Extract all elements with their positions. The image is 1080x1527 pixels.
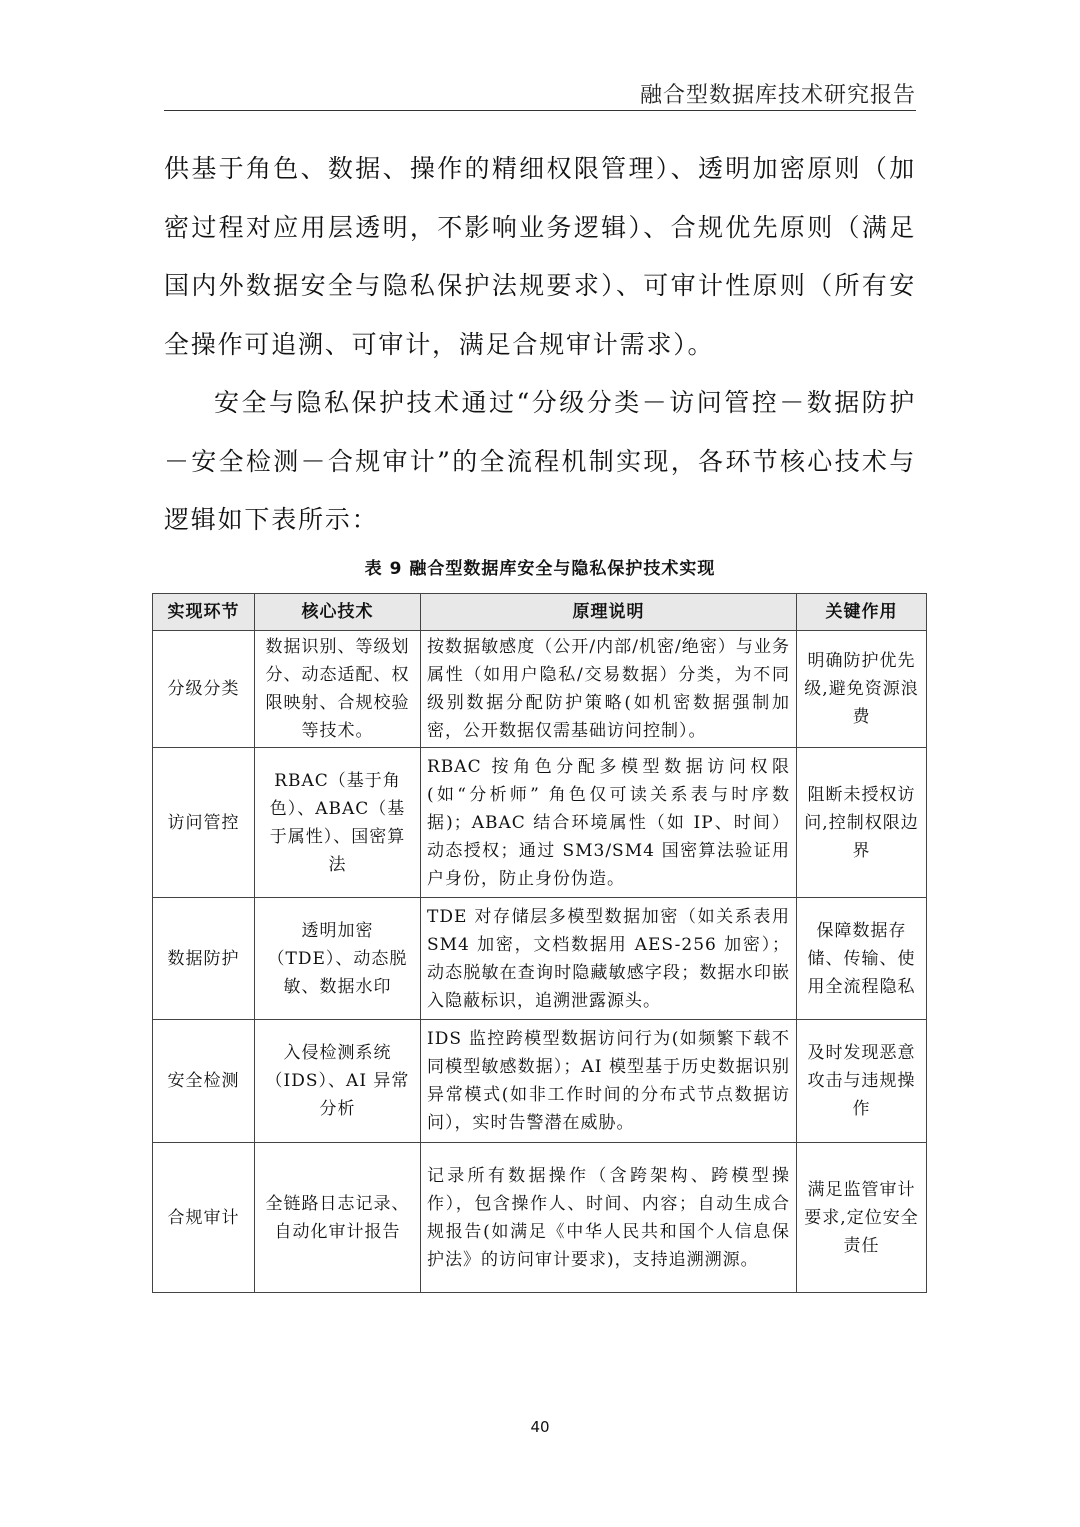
column-header: 原理说明 xyxy=(421,594,797,631)
stage-cell: 分级分类 xyxy=(153,631,255,748)
security-technology-table xyxy=(152,593,927,1293)
table-row xyxy=(153,748,927,898)
page-number: 40 xyxy=(530,1418,550,1436)
stage-cell: 合规审计 xyxy=(153,1143,255,1293)
table-header-row xyxy=(153,594,927,631)
table-row xyxy=(153,898,927,1020)
tech-cell: 数据识别、等级划分、动态适配、权限映射、合规校验等技术。 xyxy=(255,631,421,748)
tech-cell: 透明加密（TDE）、动态脱敏、数据水印 xyxy=(255,898,421,1020)
stage-cell: 访问管控 xyxy=(153,748,255,898)
table-caption: 表 9 融合型数据库安全与隐私保护技术实现 xyxy=(364,559,716,579)
tech-cell: 入侵检测系统（IDS）、AI 异常分析 xyxy=(255,1020,421,1143)
body-paragraph: 供基于角色、数据、操作的精细权限管理）、透明加密原则（加密过程对应用层透明，不影响业务逻辑）、合规优先原则（满足国内外数据安全与隐私保护法规要求）、可审计性原则（所有安全操作可追溯、可审计，满足合规审计需求）。 xyxy=(164,154,916,359)
page-header xyxy=(164,78,916,111)
table-row xyxy=(153,1020,927,1143)
principle-cell: 按数据敏感度（公开/内部/机密/绝密）与业务属性（如用户隐私/交易数据）分类，为不同级别数据分配防护策略(如机密数据强制加密，公开数据仅需基础访问控制）。 xyxy=(421,631,797,748)
role-cell: 及时发现恶意攻击与违规操作 xyxy=(797,1020,927,1143)
column-header: 关键作用 xyxy=(797,594,927,631)
body-paragraph: 安全与隐私保护技术通过“分级分类－访问管控－数据防护－安全检测－合规审计”的全流程机制实现，各环节核心技术与逻辑如下表所示： xyxy=(164,388,916,534)
role-cell: 明确防护优先级,避免资源浪费 xyxy=(797,631,927,748)
principle-cell: 记录所有数据操作（含跨架构、跨模型操作），包含操作人、时间、内容；自动生成合规报告(如满足《中华人民共和国个人信息保护法》的访问审计要求)，支持追溯溯源。 xyxy=(421,1143,797,1293)
principle-cell: TDE 对存储层多模型数据加密（如关系表用 SM4 加密，文档数据用 AES-256 加密）；动态脱敏在查询时隐藏敏感字段；数据水印嵌入隐蔽标识，追溯泄露源头。 xyxy=(421,898,797,1020)
role-cell: 满足监管审计要求,定位安全责任 xyxy=(797,1143,927,1293)
principle-cell: RBAC 按角色分配多模型数据访问权限(如“分析师” 角色仅可读关系表与时序数据)；ABAC 结合环境属性（如 IP、时间）动态授权；通过 SM3/SM4 国密算法验证用户身份，防止身份伪造。 xyxy=(421,748,797,898)
column-header: 实现环节 xyxy=(153,594,255,631)
stage-cell: 数据防护 xyxy=(153,898,255,1020)
tech-cell: RBAC（基于角色）、ABAC（基于属性）、国密算法 xyxy=(255,748,421,898)
header-title: 融合型数据库技术研究报告 xyxy=(639,83,916,108)
table-row xyxy=(153,1143,927,1293)
role-cell: 保障数据存储、传输、使用全流程隐私 xyxy=(797,898,927,1020)
table-row xyxy=(153,631,927,748)
column-header: 核心技术 xyxy=(255,594,421,631)
stage-cell: 安全检测 xyxy=(153,1020,255,1143)
tech-cell: 全链路日志记录、自动化审计报告 xyxy=(255,1143,421,1293)
principle-cell: IDS 监控跨模型数据访问行为(如频繁下载不同模型敏感数据）；AI 模型基于历史数据识别异常模式(如非工作时间的分布式节点数据访问），实时告警潜在威胁。 xyxy=(421,1020,797,1143)
role-cell: 阻断未授权访问,控制权限边界 xyxy=(797,748,927,898)
